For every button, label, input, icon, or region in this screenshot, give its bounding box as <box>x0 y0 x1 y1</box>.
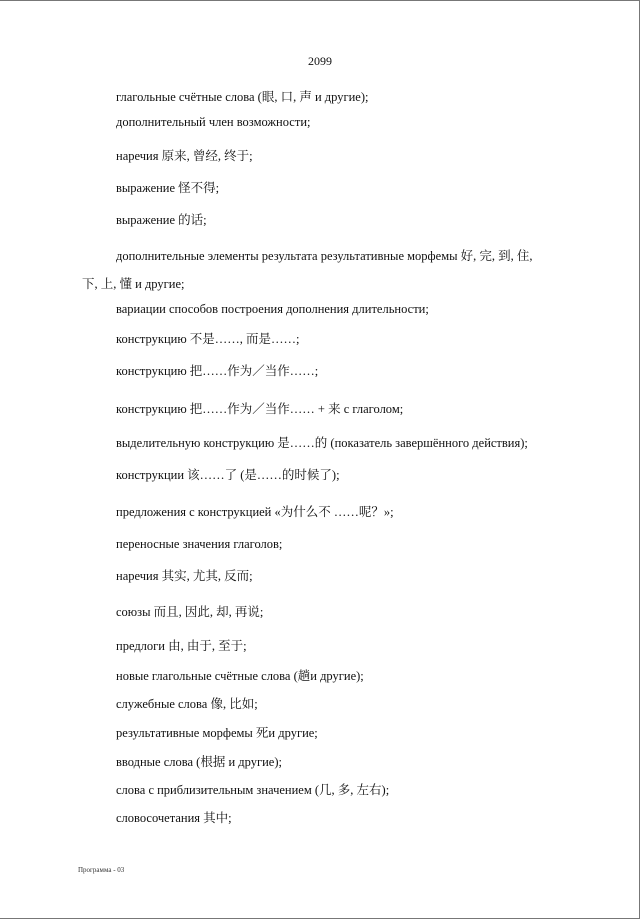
list-item: конструкцию 不是……, 而是……; <box>116 332 300 346</box>
page-footer: Программа - 03 <box>78 866 125 874</box>
list-item: слова с приблизительным значением (几, 多, 左右); <box>116 783 390 797</box>
list-item: результативные морфемы 死и другие; <box>116 726 318 740</box>
list-item: служебные слова 像, 比如; <box>116 697 258 711</box>
list-item: конструкции 该……了 (是……的时候了); <box>116 468 340 482</box>
list-item: новые глагольные счётные слова (趟и другие); <box>116 669 364 683</box>
list-item: наречия 其实, 尤其, 反而; <box>116 569 253 583</box>
list-item-continuation: 下, 上, 懂 и другие; <box>82 277 185 291</box>
list-item: предлоги 由, 由于, 至于; <box>116 639 247 653</box>
list-item: вариации способов построения дополнения длительности; <box>116 302 429 316</box>
list-item: конструкцию 把……作为／当作…… + 来 с глаголом; <box>116 402 404 416</box>
list-item: переносные значения глаголов; <box>116 537 283 551</box>
page-border-top <box>0 0 640 1</box>
list-item: союзы 而且, 因此, 却, 再说; <box>116 605 264 619</box>
list-item: дополнительный член возможности; <box>116 115 311 129</box>
list-item: конструкцию 把……作为／当作……; <box>116 364 319 378</box>
page-number: 2099 <box>308 54 332 68</box>
list-item: словосочетания 其中; <box>116 811 232 825</box>
list-item: наречия 原来, 曾经, 终于; <box>116 149 253 163</box>
list-item: вводные слова (根据 и другие); <box>116 755 282 769</box>
list-item: выражение 怪不得; <box>116 181 220 195</box>
list-item: глагольные счётные слова (眼, 口, 声 и другие); <box>116 90 369 104</box>
list-item: выражение 的话; <box>116 213 207 227</box>
list-item: дополнительные элементы результата результативные морфемы 好, 完, 到, 住, <box>116 249 533 263</box>
list-item: предложения с конструкцией «为什么不 ……呢？»; <box>116 505 394 519</box>
list-item: выделительную конструкцию 是……的 (показатель завершённого действия); <box>116 436 528 450</box>
